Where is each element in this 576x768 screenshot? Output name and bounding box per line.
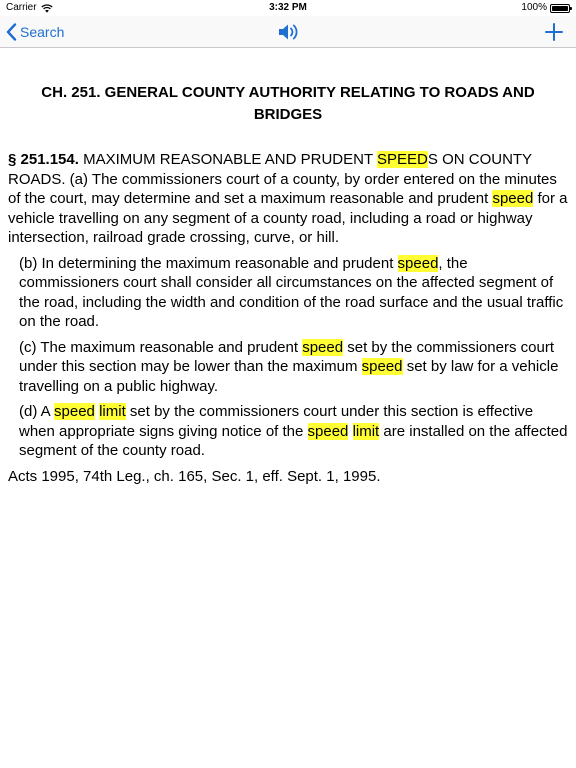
section-paragraph-c — [19, 338, 568, 397]
search-highlight: speed — [302, 338, 344, 356]
back-button-label: Search — [20, 24, 65, 40]
search-highlight: limit — [99, 403, 126, 420]
section-paragraph-d — [19, 402, 568, 461]
status-bar — [0, 0, 576, 16]
search-highlight: speed — [492, 190, 534, 207]
chapter-title: CH. 251. GENERAL COUNTY AUTHORITY RELATING TO ROADS AND BRIDGES — [41, 84, 535, 123]
search-highlight: speed — [307, 422, 349, 440]
statute-section — [8, 150, 568, 486]
status-time: 3:32 PM — [269, 2, 307, 13]
search-highlight: SPEED — [377, 151, 428, 168]
battery-percent: 100% — [521, 2, 547, 13]
text-run: (d) A — [19, 403, 55, 420]
text-run: set by the commissioners court under this section is effective when appropriate signs giving notice of the — [19, 403, 534, 440]
text-run: MAXIMUM REASONABLE AND PRUDENT — [78, 151, 378, 168]
text-run: for a vehicle travelling on any segment of a county road, including a road or highway intersection, railroad grade crossing, curve, or hill. — [8, 190, 568, 246]
speak-button[interactable] — [276, 20, 300, 44]
battery-group — [521, 0, 570, 16]
search-highlight: speed — [361, 358, 403, 375]
plus-icon — [542, 20, 566, 44]
text-run — [348, 423, 352, 440]
speaker-icon — [276, 20, 300, 44]
text-run: , the commissioners court shall consider all circumstances on the affected segment of the road, including the width and condition of the road surface and the usual traffic on the road. — [19, 254, 564, 330]
search-highlight: limit — [352, 422, 380, 440]
section-paragraph-a — [8, 150, 568, 248]
battery-icon — [550, 4, 570, 13]
text-run: (c) The maximum reasonable and prudent — [19, 338, 303, 356]
back-button[interactable] — [6, 19, 64, 45]
document-content — [0, 48, 576, 492]
search-highlight: speed — [54, 403, 95, 420]
section-paragraph-b — [19, 254, 568, 332]
text-run: (b) In determining the maximum reasonable and prudent — [19, 254, 398, 272]
navigation-bar — [0, 16, 576, 48]
text-run: are installed on the affected segment of the county road. — [19, 422, 568, 459]
history-note: Acts 1995, 74th Leg., ch. 165, Sec. 1, eff. Sept. 1, 1995. — [8, 467, 381, 485]
text-run: set by law for a vehicle travelling on a public highway. — [19, 358, 559, 395]
chevron-left-icon — [6, 23, 17, 41]
carrier-label: Carrier — [6, 2, 37, 13]
text-run: S ON COUNTY ROADS. (a) The commissioners court of a county, by order entered on the minutes of the court, may determine and set a maximum reasonable and prudent — [8, 151, 557, 207]
text-run: set by the commissioners court under this section may be lower than the maximum — [19, 338, 554, 375]
section-number: § 251.154. — [8, 151, 79, 168]
search-highlight: speed — [397, 254, 439, 272]
add-button[interactable] — [542, 20, 566, 44]
